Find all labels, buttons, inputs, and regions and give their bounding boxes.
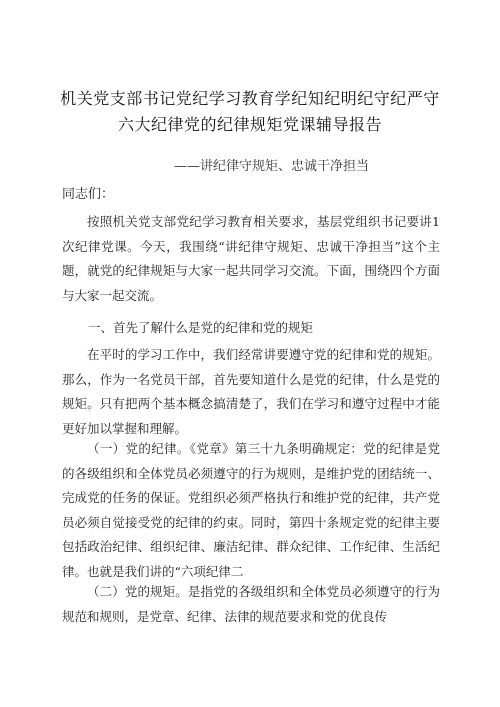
intro-paragraph: 按照机关党支部党纪学习教育相关要求，基层党组织书记要讲1次纪律党课。今天，我围绕“讲纪律守规矩、忠诚干净担当”这个主题，就党的纪律规矩与大家一起共同学习交流。下面，围绕四个方面与大家一起交流。 [62,214,440,303]
document-title-line-1: 机关党支部书记党纪学习教育学纪知纪明纪守纪严守 [60,89,440,108]
greeting: 同志们： [62,187,115,202]
body-paragraph-2: 在平时的学习工作中，我们经常讲要遵守党的纪律和党的规矩。那么，作为一名党员干部，首先要知道什么是党的纪律，什么是党的规矩。只有把两个基本概念搞清楚了，我们在学习和遵守过程中才能更好加以掌握和理解。 [62,347,440,436]
document-subtitle: ——讲纪律守规矩、忠诚干净担当 [174,159,370,174]
body-paragraph-3: （一）党的纪律。《党章》第三十九条明确规定：党的纪律是党的各级组织和全体党员必须遵守的行为规则，是维护党的团结统一、完成党的任务的保证。党组织必须严格执行和维护党的纪律，共产党员必须自觉接受党的纪律的约束。同时，第四十条规定党的纪律主要包括政治纪律、组织纪律、廉洁纪律、群众纪律、工作纪律、生活纪律。也就是我们讲的“六项纪律二 [62,441,440,579]
body-paragraph-4: （二）党的规矩。是指党的各级组织和全体党员必须遵守的行为规范和规则，是党章、纪律、法律的规范要求和党的优良传 [62,584,440,624]
document-title-line-2: 六大纪律党的纪律规矩党课辅导报告 [117,115,382,134]
section-heading-1: 一、首先了解什么是党的纪律和党的规矩 [88,320,314,335]
